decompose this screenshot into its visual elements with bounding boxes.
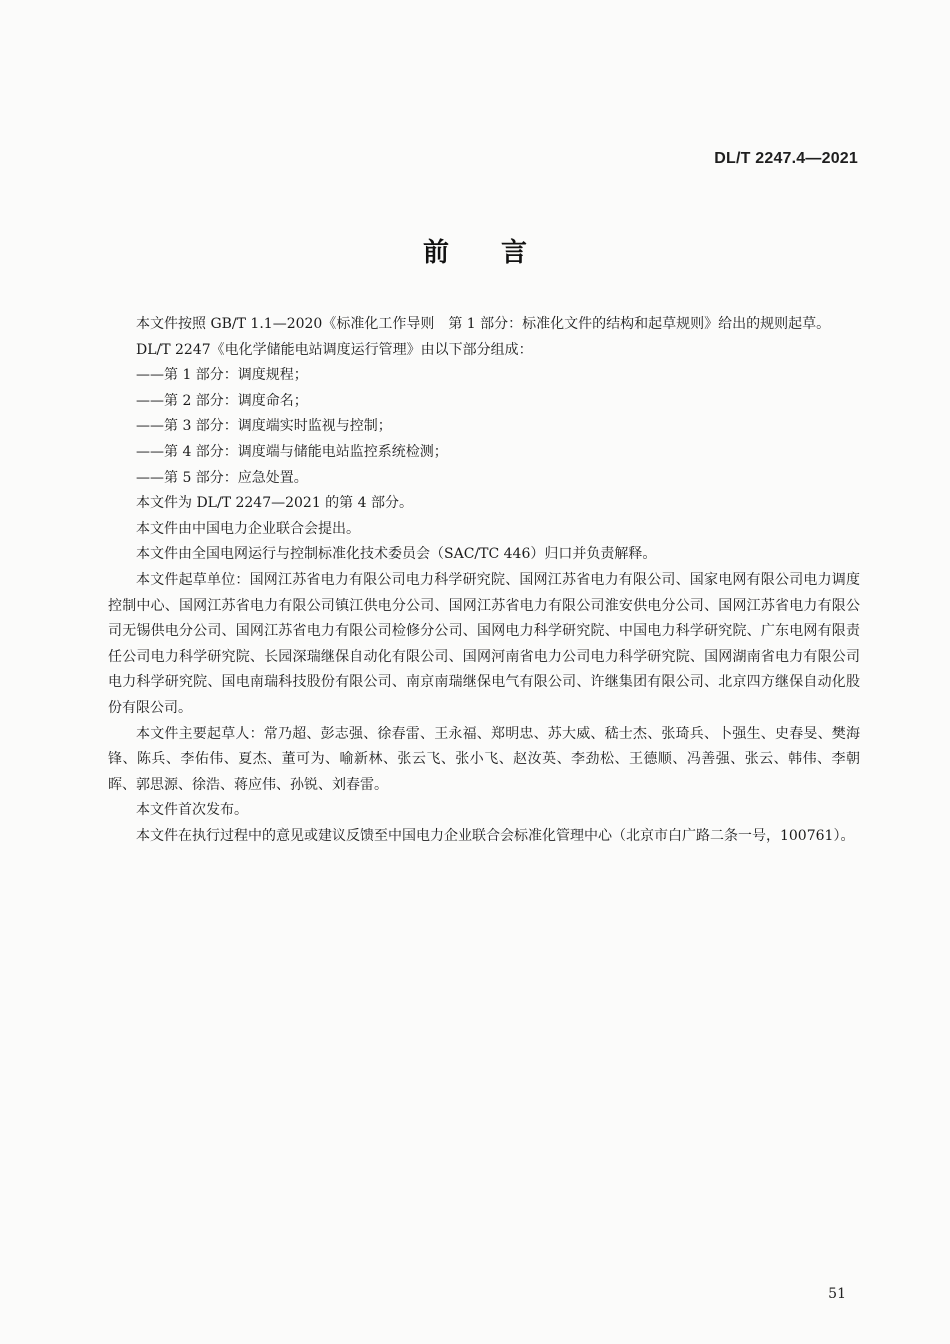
paragraph-parts-intro: DL/T 2247《电化学储能电站调度运行管理》由以下部分组成： (136, 341, 533, 358)
page-number: 51 (828, 1286, 846, 1302)
paragraph-first-release: 本文件首次发布。 (136, 802, 248, 819)
foreword-body (108, 312, 860, 849)
paragraph-part-number: 本文件为 DL/T 2247—2021 的第 4 部分。 (136, 495, 413, 512)
list-item-part-1: ——第 1 部分：调度规程； (136, 367, 308, 384)
paragraph-drafters: 本文件主要起草人：常乃超、彭志强、徐春雷、王永福、郑明忠、苏大威、嵇士杰、张琦兵、卜强生、史春旻、樊海锋、陈兵、李佑伟、夏杰、董可为、喻新林、张云飞、张小飞、赵汝英、李劲松、王德顺、冯善强、张云、韩伟、李朝晖、郭思源、徐浩、蒋应伟、孙锐、刘春雷。 (108, 725, 860, 793)
paragraph-feedback: 本文件在执行过程中的意见或建议反馈至中国电力企业联合会标准化管理中心（北京市白广路二条一号，100761）。 (136, 827, 855, 844)
list-item-part-4: ——第 4 部分：调度端与储能电站监控系统检测； (136, 443, 448, 460)
paragraph-drafting-units: 本文件起草单位：国网江苏省电力有限公司电力科学研究院、国网江苏省电力有限公司、国家电网有限公司电力调度控制中心、国网江苏省电力有限公司镇江供电分公司、国网江苏省电力有限公司淮安供电分公司、国网江苏省电力有限公司无锡供电分公司、国网江苏省电力有限公司检修分公司、国网电力科学研究院、中国电力科学研究院、广东电网有限责任公司电力科学研究院、长园深瑞继保自动化有限公司、国网河南省电力公司电力科学研究院、国网湖南省电力有限公司电力科学研究院、国电南瑞科技股份有限公司、南京南瑞继保电气有限公司、许继集团有限公司、北京四方继保自动化股份有限公司。 (108, 571, 860, 716)
page-title: 前言 (422, 238, 579, 268)
document-code: DL/T 2247.4—2021 (714, 150, 858, 167)
paragraph-committee: 本文件由全国电网运行与控制标准化技术委员会（SAC/TC 446）归口并负责解释。 (136, 546, 657, 563)
list-item-part-2: ——第 2 部分：调度命名； (136, 392, 308, 409)
paragraph-drafting-rules: 本文件按照 GB/T 1.1—2020《标准化工作导则 第 1 部分：标准化文件的结构和起草规则》给出的规则起草。 (136, 316, 831, 332)
list-item-part-5: ——第 5 部分：应急处置。 (136, 469, 308, 486)
list-item-part-3: ——第 3 部分：调度端实时监视与控制； (136, 418, 392, 435)
paragraph-proposer: 本文件由中国电力企业联合会提出。 (136, 520, 360, 537)
